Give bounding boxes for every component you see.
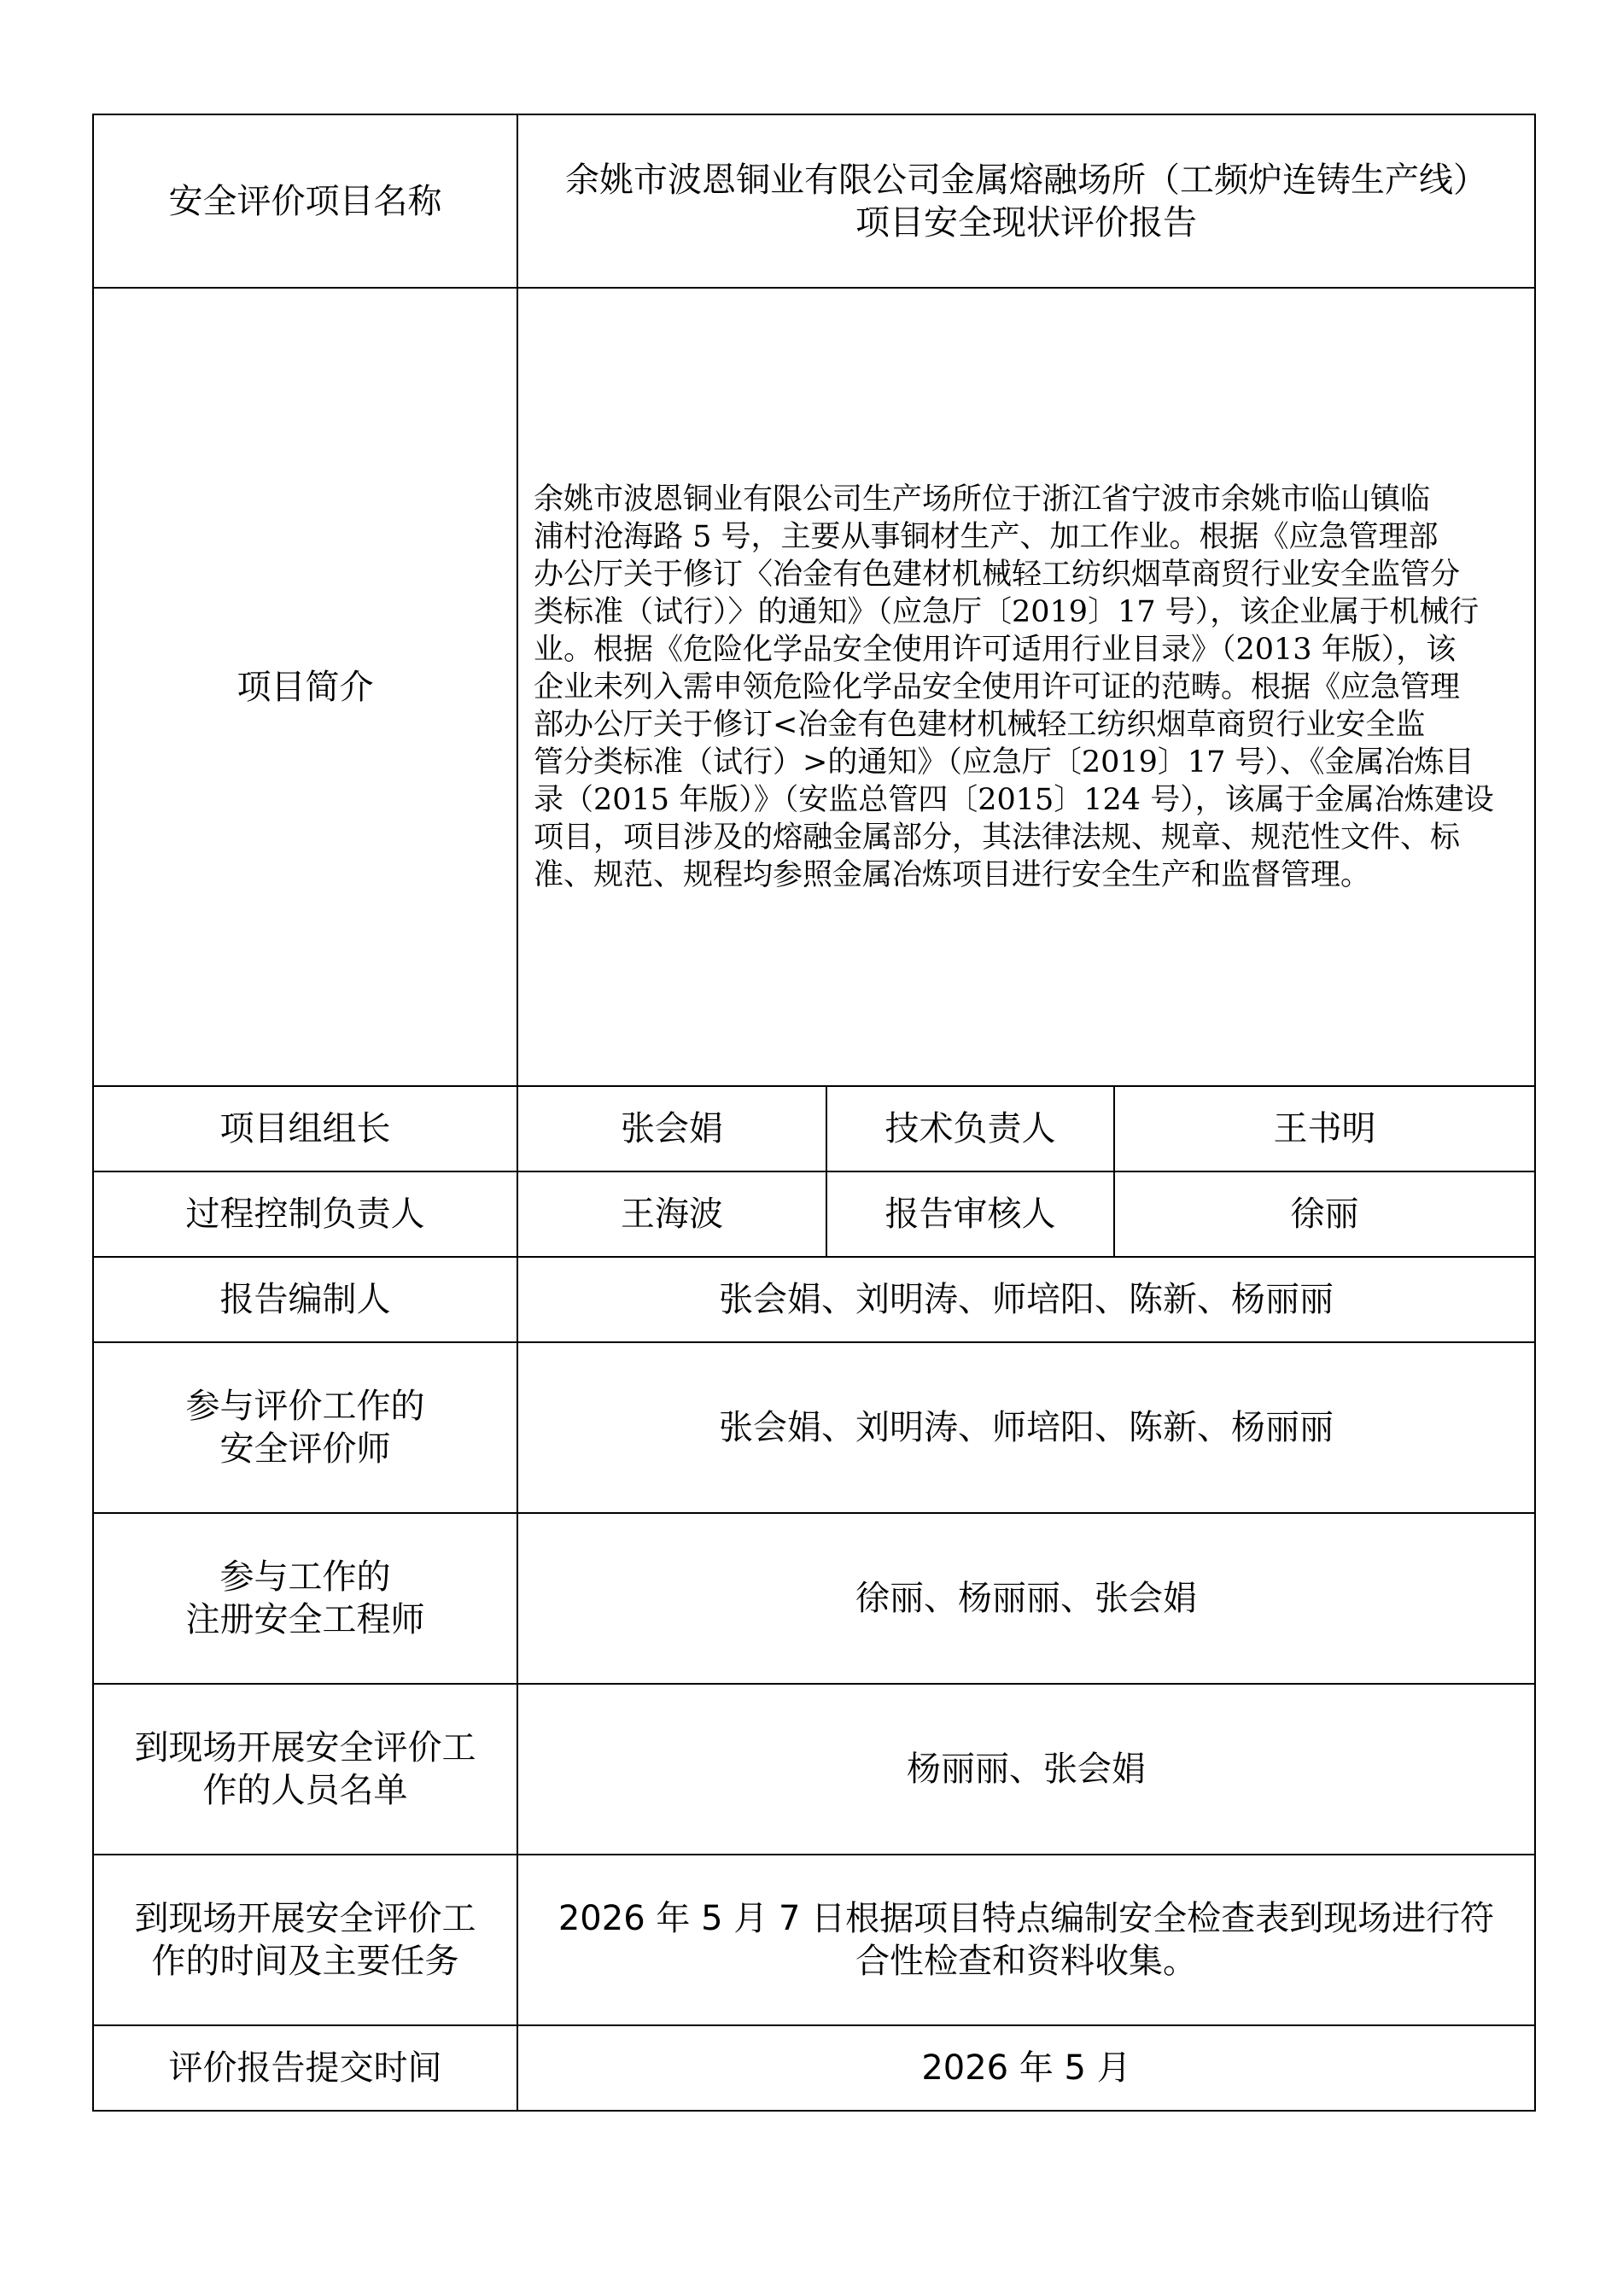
evaluators-label (93, 1342, 517, 1513)
onsite-time-label-line-2: 作的时间及主要任务 (151, 1942, 459, 1981)
project-name-line-1: 余姚市波恩铜业有限公司金属熔融场所（工频炉连铸生产线） (565, 160, 1487, 200)
project-name-label: 安全评价项目名称 (93, 114, 517, 288)
submit-value: 2026 年 5 月 (517, 2025, 1535, 2111)
row-compiler (93, 1257, 1535, 1342)
evaluators-value: 张会娟、刘明涛、师培阳、陈新、杨丽丽 (517, 1342, 1535, 1513)
evaluation-info-table (92, 114, 1536, 2112)
tech-lead-value: 王书明 (1114, 1086, 1535, 1171)
engineers-label-line-1: 参与工作的 (219, 1557, 391, 1597)
intro-line: 管分类标准（试行）>的通知》（应急厅〔2019〕17 号）、《金属冶炼目 (534, 745, 1474, 780)
row-process (93, 1171, 1535, 1257)
evaluators-label-line-1: 参与评价工作的 (185, 1387, 425, 1426)
onsite-staff-label-line-1: 到现场开展安全评价工 (134, 1728, 476, 1767)
row-leader (93, 1086, 1535, 1171)
onsite-time-label-line-1: 到现场开展安全评价工 (134, 1899, 476, 1938)
process-control-label: 过程控制负责人 (93, 1171, 517, 1257)
intro-line: 浦村沧海路 5 号，主要从事铜材生产、加工作业。根据《应急管理部 (534, 519, 1439, 554)
onsite-staff-label-line-2: 作的人员名单 (202, 1771, 408, 1810)
project-name-line-2: 项目安全现状评价报告 (855, 202, 1197, 242)
onsite-staff-label (93, 1684, 517, 1855)
compiler-label: 报告编制人 (93, 1257, 517, 1342)
intro-line: 业。根据《危险化学品安全使用许可适用行业目录》（2013 年版），该 (534, 632, 1457, 667)
intro-line: 部办公厅关于修订<冶金有色建材机械轻工纺织烟草商贸行业安全监 (534, 707, 1426, 742)
intro-line: 类标准（试行）〉的通知》（应急厅〔2019〕17 号），该企业属于机械行 (534, 594, 1480, 629)
onsite-time-label (93, 1855, 517, 2025)
intro-label: 项目简介 (93, 288, 517, 1086)
onsite-time-value (517, 1855, 1535, 2025)
engineers-label-line-2: 注册安全工程师 (185, 1600, 425, 1639)
process-control-value: 王海波 (517, 1171, 826, 1257)
tech-lead-label: 技术负责人 (826, 1086, 1114, 1171)
compiler-value: 张会娟、刘明涛、师培阳、陈新、杨丽丽 (517, 1257, 1535, 1342)
onsite-time-line-1: 2026 年 5 月 7 日根据项目特点编制安全检查表到现场进行符 (558, 1899, 1495, 1938)
row-submit (93, 2025, 1535, 2111)
row-project-name (93, 114, 1535, 288)
row-intro (93, 288, 1535, 1086)
intro-line: 录（2015 年版）》（安监总管四〔2015〕124 号），该属于金属冶炼建设 (534, 782, 1494, 817)
reviewer-label: 报告审核人 (826, 1171, 1114, 1257)
project-name-value (517, 114, 1535, 288)
leader-value: 张会娟 (517, 1086, 826, 1171)
engineers-value: 徐丽、杨丽丽、张会娟 (517, 1513, 1535, 1684)
engineers-label (93, 1513, 517, 1684)
evaluators-label-line-2: 安全评价师 (219, 1429, 391, 1469)
row-engineers (93, 1513, 1535, 1684)
reviewer-value: 徐丽 (1114, 1171, 1535, 1257)
intro-line: 余姚市波恩铜业有限公司生产场所位于浙江省宁波市余姚市临山镇临 (534, 482, 1431, 517)
intro-text (517, 288, 1535, 1086)
row-onsite-staff (93, 1684, 1535, 1855)
intro-line: 项目，项目涉及的熔融金属部分，其法律法规、规章、规范性文件、标 (534, 820, 1461, 855)
onsite-time-line-2: 合性检查和资料收集。 (855, 1942, 1197, 1981)
intro-line: 办公厅关于修订〈冶金有色建材机械轻工纺织烟草商贸行业安全监管分 (534, 557, 1461, 592)
submit-label: 评价报告提交时间 (93, 2025, 517, 2111)
intro-line: 企业未列入需申领危险化学品安全使用许可证的范畴。根据《应急管理 (534, 669, 1461, 704)
intro-line: 准、规范、规程均参照金属冶炼项目进行安全生产和监督管理。 (534, 857, 1371, 892)
row-onsite-time (93, 1855, 1535, 2025)
leader-label: 项目组组长 (93, 1086, 517, 1171)
row-evaluators (93, 1342, 1535, 1513)
onsite-staff-value: 杨丽丽、张会娟 (517, 1684, 1535, 1855)
